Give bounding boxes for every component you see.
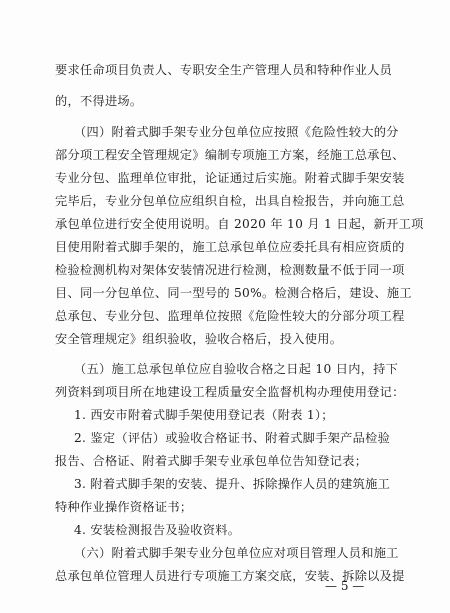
- text-line-1: 要求任命项目负责人、专职安全生产管理人员和特种作业人员: [55, 63, 393, 77]
- text-line-8: 目使用附着式脚手架的，施工总承包单位应委托具有相应资质的: [55, 240, 405, 254]
- text-line-9: 检验检测机构对架体安装情况进行检测，检测数量不低于同一项: [55, 263, 405, 277]
- text-line-13: （五）施工总承包单位应自验收合格之日起 10 日内，持下: [74, 362, 399, 376]
- text-line-15: 1. 西安市附着式脚手架使用登记表（附表 1）；: [74, 408, 334, 422]
- text-line-12: 安全管理规定》组织验收，验收合格后，投入使用。: [55, 332, 343, 346]
- text-line-18: 3. 附着式脚手架的安装、提升、拆除操作人员的建筑施工: [74, 477, 391, 491]
- text-line-4: 部分项工程安全管理规定》编制专项施工方案，经施工总承包、: [55, 148, 405, 162]
- text-line-7: 承包单位进行安全使用说明。自 2020 年 10 月 1 日起，新开工项: [55, 217, 424, 231]
- text-line-2: 的，不得进场。: [55, 94, 143, 108]
- text-line-6: 完毕后，专业分包单位应组织自检，出具自检报告，并向施工总: [55, 194, 405, 208]
- text-line-20: 4. 安装检测报告及验收资料。: [74, 523, 241, 537]
- text-line-3: （四）附着式脚手架专业分包单位应按照《危险性较大的分: [74, 125, 399, 139]
- text-line-17: 报告、合格证、附着式脚手架专业承包单位告知登记表；: [55, 454, 368, 468]
- text-line-22: 总承包单位管理人员进行专项施工方案交底，安装、拆除以及提: [55, 569, 405, 583]
- text-line-10: 目、同一分包单位、同一型号的 50%。检测合格后，建设、施工: [55, 286, 412, 300]
- text-line-11: 总承包、专业分包、监理单位按照《危险性较大的分部分项工程: [55, 309, 405, 323]
- text-line-16: 2. 鉴定（评估）或验收合格证书、附着式脚手架产品检验: [74, 431, 391, 445]
- text-line-5: 专业分包、监理单位审批，论证通过后实施。附着式脚手架安装: [55, 171, 405, 185]
- text-line-19: 特种作业操作资格证书；: [55, 500, 193, 514]
- text-line-21: （六）附着式脚手架专业分包单位应对项目管理人员和施工: [74, 546, 399, 560]
- page-number: — 5 —: [325, 579, 365, 593]
- text-line-14: 列资料到项目所在地建设工程质量安全监督机构办理使用登记：: [55, 385, 405, 399]
